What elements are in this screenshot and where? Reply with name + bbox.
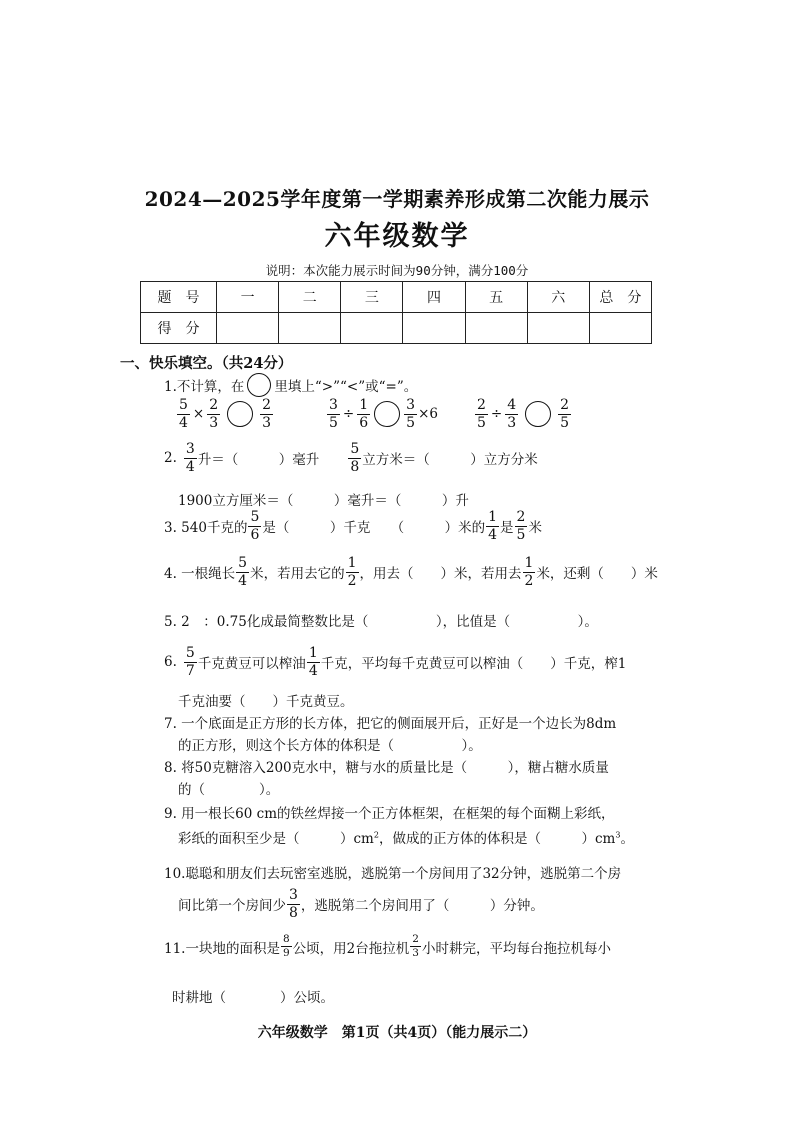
fraction: $\frac{5}{4}$ [238,555,248,589]
score-row-label: 得 分 [141,313,217,344]
q10-part-a: 间比第一个房间少 [178,898,286,915]
q4-part-b: 米，若用去它的 [250,566,345,583]
operator: ÷ [342,406,355,423]
score-header-cell: 三 [341,282,403,313]
exam-title-line1: 2024—2025学年度第一学期素养形成第二次能力展示 [144,187,650,211]
score-header-cell: 一 [217,282,279,313]
fraction: $\frac{3}{4}$ [185,441,195,475]
exam-note: 说明：本次能力展示时间为90分钟，满分100分 [265,263,529,278]
section-1-title: 一、快乐填空。（共24分） [120,355,293,372]
q9-part-c: 。 [620,831,634,847]
q6-part-c: 千克，平均每千克黄豆可以榨油（ ）千克，榨1 [320,656,627,673]
score-cell[interactable] [403,313,465,344]
operator: ÷ [490,406,503,423]
q11-part-c: 小时耕完，平均每台拖拉机每小 [421,940,611,957]
score-cell[interactable] [465,313,527,344]
circle-placeholder-icon [247,373,271,397]
q10-part-b: ，逃脱第二个房间用了（ ）分钟。 [300,898,544,915]
q1-stem-a: 1.不计算，在 [164,379,245,395]
score-cell[interactable] [217,313,279,344]
q2-number: 2. [164,450,177,467]
exam-title-line2: 六年级数学 [324,221,470,252]
q2-part-1: 升＝（ ）毫升 [197,452,320,469]
q11-part-b: 公顷，用2台拖拉机 [292,940,410,957]
q6-part-b: 千克黄豆可以榨油 [197,656,306,673]
q11-part-a: 11.一块地的面积是 [164,940,280,957]
q9-sup-1: 2 [373,830,379,840]
q1-expression-1 [176,398,274,430]
fraction: $\frac{8}{9}$ [282,933,290,960]
q2-part-2: 立方米＝（ ）立方分米 [362,452,538,469]
compare-circle-input[interactable] [374,401,400,427]
q3-part-a: 3. 540千克的 [164,520,248,537]
score-table-score-row [141,313,652,344]
q3-part-c: 是 [500,520,514,537]
score-header-cell: 二 [279,282,341,313]
question-4 [164,556,658,588]
fraction: $\frac{2}{5}$ [516,509,526,543]
q6-line-2: 千克油要（ ）千克黄豆。 [178,694,354,710]
q3-part-d: 米 [528,520,542,537]
score-header-cell: 五 [465,282,527,313]
fraction: $\frac{4}{3}$ [507,397,517,431]
score-header-cell: 四 [403,282,465,313]
score-cell[interactable] [279,313,341,344]
fraction: $\frac{1}{6}$ [359,397,369,431]
q4-part-a: 4. 一根绳长 [164,566,236,583]
page-footer: 六年级数学 第1页（共4页）（能力展示二） [257,1025,537,1041]
compare-circle-input[interactable] [227,401,253,427]
score-table-header-row [141,282,652,313]
question-6 [164,646,626,678]
q4-part-c: ，用去（ ）米，若用去 [359,566,522,583]
fraction: $\frac{2}{3}$ [412,933,419,960]
fraction: $\frac{3}{8}$ [289,887,298,921]
fraction: $\frac{5}{7}$ [185,645,195,679]
score-header-cell: 六 [527,282,589,313]
q1-expression-3 [474,398,572,430]
q10-line-2 [178,888,544,920]
question-2 [164,442,538,474]
score-cell[interactable] [527,313,589,344]
q9-part-a: 彩纸的面积至少是（ ）cm [178,831,374,847]
compare-circle-input[interactable] [525,401,551,427]
q10-line-1: 10.聪聪和朋友们去玩密室逃脱，逃脱第一个房间用了32分钟，逃脱第二个房 [164,866,622,882]
q9-sup-2: 3 [615,830,621,840]
q8-line-1: 8. 将50克糖溶入200克水中，糖与水的质量比是（ ），糖占糖水质量 [164,760,609,776]
score-header-cell: 总 分 [589,282,651,313]
q11-line-1 [164,934,611,959]
q1-stem-b: 里填上“>”“<”或“=”。 [274,379,418,395]
question-3 [164,510,542,542]
q7-line-1: 7. 一个底面是正方形的长方体，把它的侧面展开后，正好是一个边长为8dm [164,716,617,732]
question-1-stem [164,373,417,397]
q8-line-2: 的（ ）。 [178,782,280,798]
q9-line-1: 9. 用一根长60 cm的铁丝焊接一个正方体框架，在框架的每个面糊上彩纸， [164,806,615,822]
score-table [140,281,652,344]
q1-e2-tail: ×6 [418,406,438,423]
q1-expression-2 [326,398,438,430]
fraction: $\frac{2}{5}$ [477,397,486,431]
q4-part-d: 米，还剩（ ）米 [536,566,658,583]
score-header-cell: 题 号 [141,282,217,313]
fraction: $\frac{5}{6}$ [250,509,260,543]
fraction: $\frac{1}{2}$ [524,555,534,589]
question-5: 5. 2 ：0.75化成最简整数比是（ ），比值是（ ）。 [164,614,598,630]
q6-number: 6. [164,654,177,671]
q7-line-2: 的正方形，则这个长方体的体积是（ ）。 [178,738,482,754]
fraction: $\frac{3}{5}$ [329,397,338,431]
fraction: $\frac{2}{5}$ [560,397,570,431]
fraction: $\frac{2}{3}$ [262,397,272,431]
score-cell[interactable] [341,313,403,344]
fraction: $\frac{5}{4}$ [179,397,188,431]
fraction: $\frac{5}{8}$ [350,441,360,475]
fraction: $\frac{1}{4}$ [308,645,318,679]
fraction: $\frac{1}{4}$ [488,509,498,543]
fraction: $\frac{3}{5}$ [406,397,416,431]
q9-line-2 [178,827,634,847]
q11-line-2: 时耕地（ ）公顷。 [172,990,334,1006]
q3-part-b: 是（ ）千克 （ ）米的 [262,520,486,537]
score-cell[interactable] [589,313,651,344]
operator: × [192,406,205,423]
fraction: $\frac{2}{3}$ [209,397,219,431]
fraction: $\frac{1}{2}$ [347,555,357,589]
q9-part-b: ，做成的正方体的体积是（ ）cm [378,831,616,847]
q2-line-2: 1900立方厘米＝（ ）毫升＝（ ）升 [178,493,469,509]
